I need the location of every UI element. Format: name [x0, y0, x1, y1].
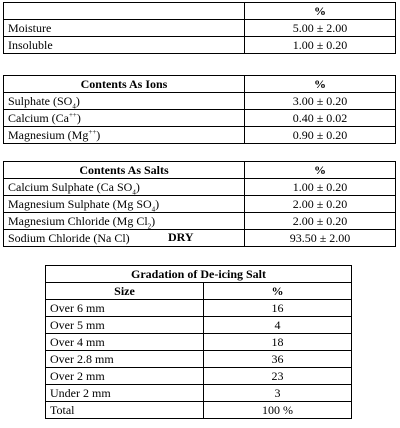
row-label [4, 213, 245, 230]
table-header-row [4, 162, 396, 179]
label-text: Magnesium (Mg [8, 127, 89, 142]
gradation-title: Gradation of De-icing Salt [46, 266, 352, 283]
row-label: Under 2 mm [46, 385, 204, 402]
table-row [4, 213, 396, 230]
header-label [4, 3, 245, 20]
row-value: 0.90 ± 0.20 [245, 127, 396, 144]
table-row [46, 300, 352, 317]
subscript: 4 [132, 187, 136, 196]
label-tail: ) [96, 127, 101, 142]
row-label: Over 6 mm [46, 300, 204, 317]
contents-as-salts-table [3, 161, 396, 247]
table-row [46, 402, 352, 419]
row-value: 23 [204, 368, 352, 385]
label-tail: ) [155, 196, 160, 211]
table-row [46, 334, 352, 351]
row-value: 3.00 ± 0.20 [245, 93, 396, 110]
label-text: Magnesium Sulphate (Mg SO [8, 196, 152, 211]
row-label: Total [46, 402, 204, 419]
row-label [4, 93, 245, 110]
row-value: 5.00 ± 2.00 [245, 20, 396, 37]
row-value: 1.00 ± 0.20 [245, 37, 396, 54]
row-value: 93.50 ± 2.00 [245, 230, 396, 247]
row-value: 18 [204, 334, 352, 351]
row-label: Moisture [4, 20, 245, 37]
table-header-row [4, 76, 396, 93]
contents-as-ions-table [3, 75, 396, 144]
row-value: 1.00 ± 0.20 [245, 179, 396, 196]
header-percent: % [204, 283, 352, 300]
table-row [4, 110, 396, 127]
table-row [4, 20, 396, 37]
table-row [46, 385, 352, 402]
header-label: Contents As Salts [4, 162, 245, 179]
moisture-insoluble-table [3, 2, 396, 54]
header-percent: % [245, 162, 396, 179]
row-value: 100 % [204, 402, 352, 419]
header-percent: % [245, 76, 396, 93]
table-row [4, 37, 396, 54]
table-row [46, 351, 352, 368]
gradation-table [45, 265, 352, 419]
table-row [4, 93, 396, 110]
table-row [46, 317, 352, 334]
table-row [4, 196, 396, 213]
label-tail: ) [135, 179, 140, 194]
label-tail: ) [76, 110, 81, 125]
label-text: Calcium Sulphate (Ca SO [8, 179, 133, 194]
label-tail: ) [75, 93, 80, 108]
table-row [4, 179, 396, 196]
label-text: Sodium Chloride (Na Cl) [8, 230, 130, 245]
row-label [4, 230, 245, 247]
label-text: Calcium (Ca [8, 110, 69, 125]
table-row [4, 127, 396, 144]
row-value: 3 [204, 385, 352, 402]
table-row [4, 230, 396, 247]
row-label: Over 4 mm [46, 334, 204, 351]
row-value: 2.00 ± 0.20 [245, 196, 396, 213]
table-row [46, 368, 352, 385]
row-value: 4 [204, 317, 352, 334]
row-value: 2.00 ± 0.20 [245, 213, 396, 230]
row-value: 16 [204, 300, 352, 317]
label-tail: ) [151, 213, 156, 228]
row-label: Over 5 mm [46, 317, 204, 334]
header-size: Size [46, 283, 204, 300]
table-title-row [46, 266, 352, 283]
table-header-row [46, 283, 352, 300]
table-header-row [4, 3, 396, 20]
superscript: ++ [88, 127, 97, 136]
label-text: Sulphate (SO [8, 93, 73, 108]
dry-note: DRY [168, 230, 194, 244]
row-value: 0.40 ± 0.02 [245, 110, 396, 127]
row-label [4, 196, 245, 213]
subscript: 4 [151, 204, 156, 213]
row-label: Over 2.8 mm [46, 351, 204, 368]
row-label: Insoluble [4, 37, 245, 54]
row-value: 36 [204, 351, 352, 368]
subscript: 2 [147, 221, 152, 230]
label-text: Magnesium Chloride (Mg Cl [8, 213, 148, 228]
header-label: Contents As Ions [4, 76, 245, 93]
row-label: Over 2 mm [46, 368, 204, 385]
subscript: 4 [72, 101, 76, 110]
row-label [4, 179, 245, 196]
header-percent: % [245, 3, 396, 20]
superscript: ++ [68, 110, 77, 119]
row-label [4, 127, 245, 144]
row-label [4, 110, 245, 127]
